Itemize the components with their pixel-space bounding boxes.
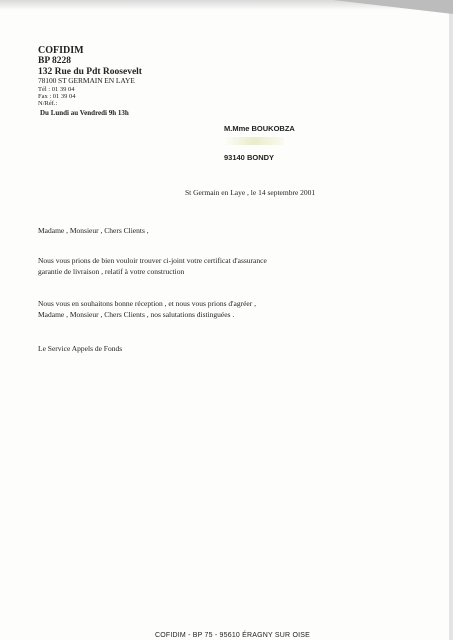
recipient-name: M.Mme BOUKOBZA <box>224 124 295 133</box>
sender-address: 132 Rue du Pdt Roosevelt <box>38 66 142 77</box>
sender-city: 78100 ST GERMAIN EN LAYE <box>38 76 135 86</box>
recipient-block <box>224 124 295 162</box>
paragraph-2-line-2: Madame , Monsieur , Chers Clients , nos salutations distinguées . <box>38 309 235 319</box>
sender-block <box>38 45 142 117</box>
recipient-city: 93140 BONDY <box>224 153 275 162</box>
sender-ref: N/Réf.: <box>38 100 58 108</box>
sender-bp: BP 8228 <box>38 56 71 67</box>
sender-tel: Tél : 01 39 04 <box>38 85 75 93</box>
date-line: St Germain en Laye , le 14 septembre 2001 <box>185 188 316 197</box>
paragraph-2 <box>38 299 256 321</box>
sender-fax: Fax : 01 39 04 <box>38 93 76 101</box>
paragraph-1-line-2: garantie de livraison , relatif à votre construction <box>38 266 185 276</box>
scan-shadow-right <box>449 0 453 640</box>
paragraph-1-line-1: Nous vous prions de bien vouloir trouver ci-joint votre certificat d'assurance <box>38 256 267 265</box>
sender-name: COFIDIM <box>38 45 84 56</box>
salutation: Madame , Monsieur , Chers Clients , <box>38 226 149 235</box>
scan-corner-shadow <box>333 0 453 14</box>
footer-address: COFIDIM - BP 75 - 95610 ÉRAGNY SUR OISE <box>155 632 310 639</box>
paragraph-2-line-1: Nous vous en souhaitons bonne réception , et nous vous prions d'agréer , <box>38 299 256 308</box>
paragraph-1 <box>38 256 267 278</box>
sender-hours: Du Lundi au Vendredi 9h 13h <box>40 108 129 117</box>
signature: Le Service Appels de Fonds <box>38 344 123 353</box>
recipient-address-redacted <box>224 137 284 145</box>
